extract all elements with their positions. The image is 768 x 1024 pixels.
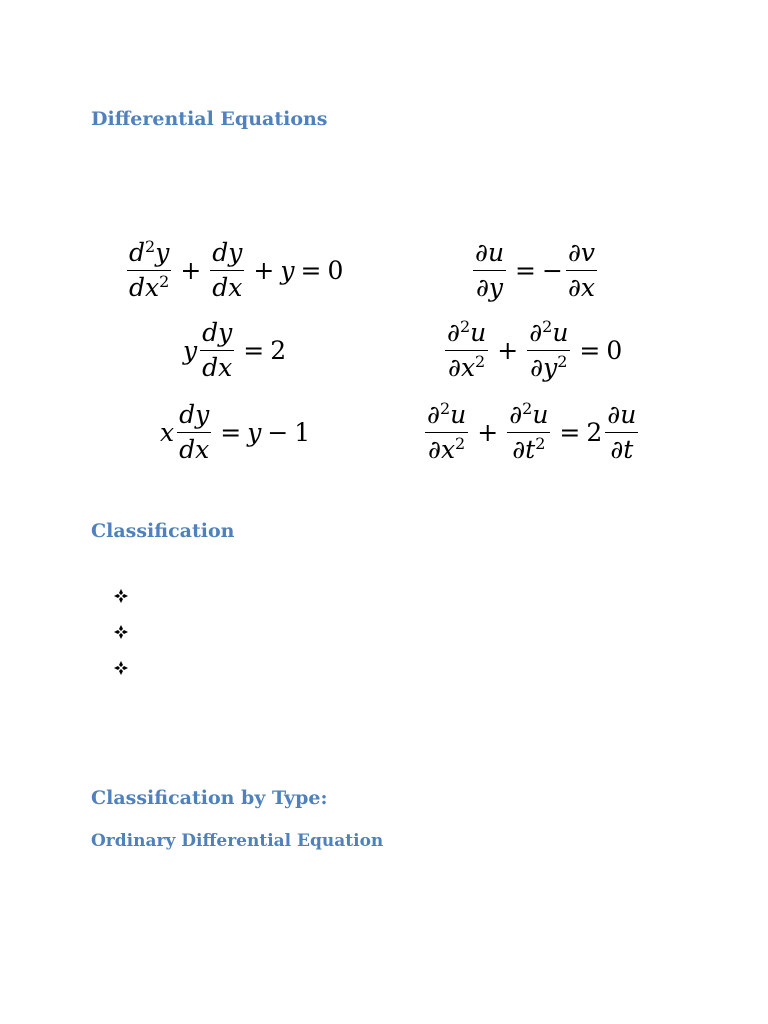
equation-ode-1: $\frac{d^2y}{dx^2}$ + $\frac{dy}{dx}$ + y = 0 [129,237,344,302]
diamond-bullet-icon [114,661,128,675]
diamond-bullet-icon [114,589,128,603]
equation-ode-2: y $\frac{dy}{dx}$ = 2 [183,318,287,382]
heading-classification-by-type: Classification by Type: [91,787,328,809]
heading-ordinary-differential-equation: Ordinary Differential Equation [91,831,384,851]
heading-classification: Classification [91,520,235,542]
diamond-bullet-icon [114,625,128,639]
equation-ode-3: x $\frac{dy}{dx}$ = y − 1 [160,400,311,464]
equation-pde-3: $\frac{\partial^2u}{\partial x^2}$ + $\frac{\partial^2u}{\partial t^2}$ = 2 $\frac{\partial u}{\partial t}$ [427,399,637,464]
equation-pde-2: $\frac{\partial^2u}{\partial x^2}$ + $\frac{\partial^2u}{\partial y^2}$ = 0 [447,317,623,382]
title-differential-equations: Differential Equations [91,108,328,130]
equation-pde-1: $\frac{\partial u}{\partial y}$ = − $\frac{\partial v}{\partial x}$ [475,238,596,302]
